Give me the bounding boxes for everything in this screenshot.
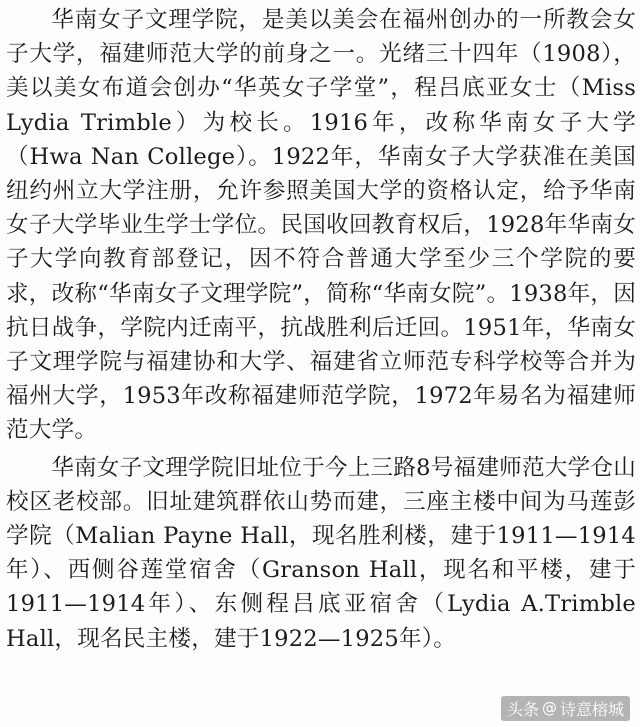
at-icon: @ [541, 699, 557, 717]
article-text [6, 3, 636, 656]
paragraph-site: 华南女子文理学院旧址位于今上三路8号福建师范大学仓山校区老校部。旧址建筑群依山势而建，三座主楼中间为马莲彭学院（Malian Payne Hall，现名胜利楼，建于1911—1914年）、西侧谷莲堂宿舍（Granson Hall，现名和平楼，建于1911—1914年）、东侧程吕底亚宿舍（Lydia A.Trimble Hall，现名民主楼，建于1922—1925年）。 [6, 454, 636, 652]
source-watermark [501, 696, 630, 721]
paragraph-history: 华南女子文理学院，是美以美会在福州创办的一所教会女子大学，福建师范大学的前身之一。光绪三十四年（1908），美以美女布道会创办“华英女子学堂”，程吕底亚女士（Miss Lydia Trimble）为校长。1916年，改称华南女子大学（Hwa Nan College）。1922年，华南女子大学获准在美国纽约州立大学注册，允许参照美国大学的资格认定，给予华南女子大学毕业生学士学位。民国收回教育权后，1928年华南女子大学向教育部登记，因不符合普通大学至少三个学院的要求，改称“华南女子文理学院”，简称“华南女院”。1938年，因抗日战争，学院内迁南平，抗战胜利后迁回。1951年，华南女子文理学院与福建协和大学、福建省立师范专科学校等合并为福州大学，1953年改称福建师范学院，1972年易名为福建师范大学。 [6, 7, 636, 444]
watermark-account: 诗意榕城 [559, 700, 624, 719]
watermark-platform: 头条 [506, 700, 539, 719]
